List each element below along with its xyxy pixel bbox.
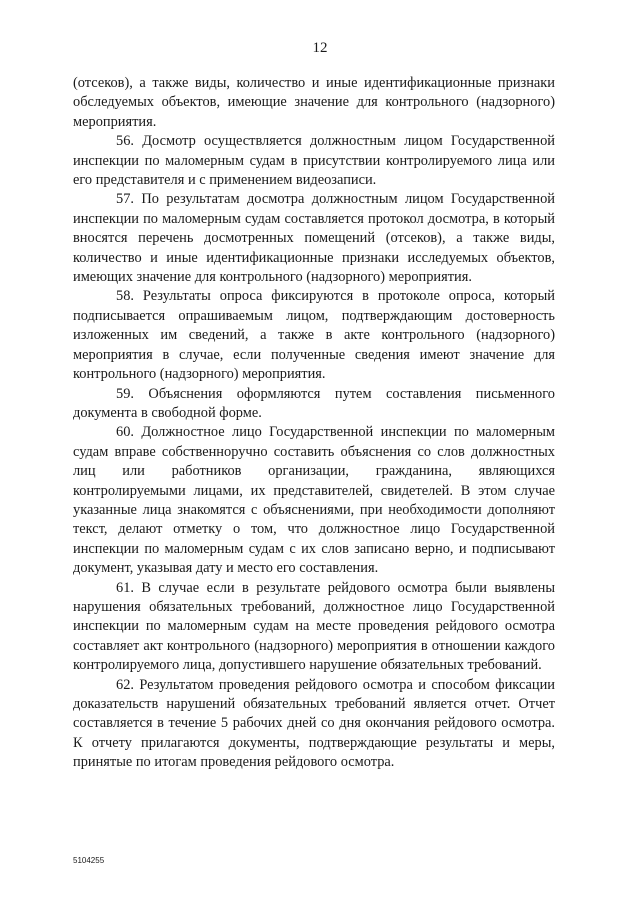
paragraph-57: 57. По результатам досмотра должностным лицом Государственной инспекции по маломерным судам составляется протокол досмотра, в который вносятся перечень досмотренных помещений (отсеков), а также виды, количество и иные идентификационные признаки исследуемых объектов, имеющих значение для контрольного (надзорного) мероприятия. <box>73 191 555 286</box>
document-body <box>73 74 555 773</box>
paragraph-56: 56. Досмотр осуществляется должностным лицом Государственной инспекции по маломерным судам в присутствии контролируемого лица или его представителя и с применением видеозаписи. <box>73 133 555 189</box>
paragraph-61: 61. В случае если в результате рейдового осмотра были выявлены нарушения обязательных требований, должностное лицо Государственной инспекции по маломерным судам на месте проведения рейдового осмотра составляет акт контрольного (надзорного) мероприятия в отношении каждого контролируемого лица, допустившего нарушение обязательных требований. <box>73 579 555 674</box>
paragraph-62: 62. Результатом проведения рейдового осмотра и способом фиксации доказательств нарушений обязательных требований является отчет. Отчет составляется в течение 5 рабочих дней со дня окончания рейдового осмотра. К отчету прилагаются документы, подтверждающие результаты и меры, принятые по итогам проведения рейдового осмотра. <box>73 676 555 771</box>
document-code: 5104255 <box>73 856 105 865</box>
paragraph-continuation: (отсеков), а также виды, количество и иные идентификационные признаки обследуемых объектов, имеющие значение для контрольного (надзорного) мероприятия. <box>73 75 555 130</box>
paragraph-59: 59. Объяснения оформляются путем составления письменного документа в свободной форме. <box>73 385 555 421</box>
page-number: 12 <box>312 40 328 56</box>
paragraph-58: 58. Результаты опроса фиксируются в протоколе опроса, который подписывается опрашиваемым лицом, подтверждающим достоверность изложенных им сведений, а также в акте контрольного (надзорного) мероприятия в случае, если полученные сведения имеют значение для контрольного (надзорного) мероприятия. <box>73 288 555 383</box>
paragraph-60: 60. Должностное лицо Государственной инспекции по маломерным судам вправе собственноручно составить объяснения со слов должностных лиц или работников организации, гражданина, являющихся контролируемыми лицами, их представителей, свидетелей. В этом случае указанные лица знакомятся с объяснениями, при необходимости дополняют текст, делают отметку о том, что должностное лицо Государственной инспекции по маломерным судам с их слов записано верно, и подписывают документ, указывая дату и место его составления. <box>73 424 555 577</box>
